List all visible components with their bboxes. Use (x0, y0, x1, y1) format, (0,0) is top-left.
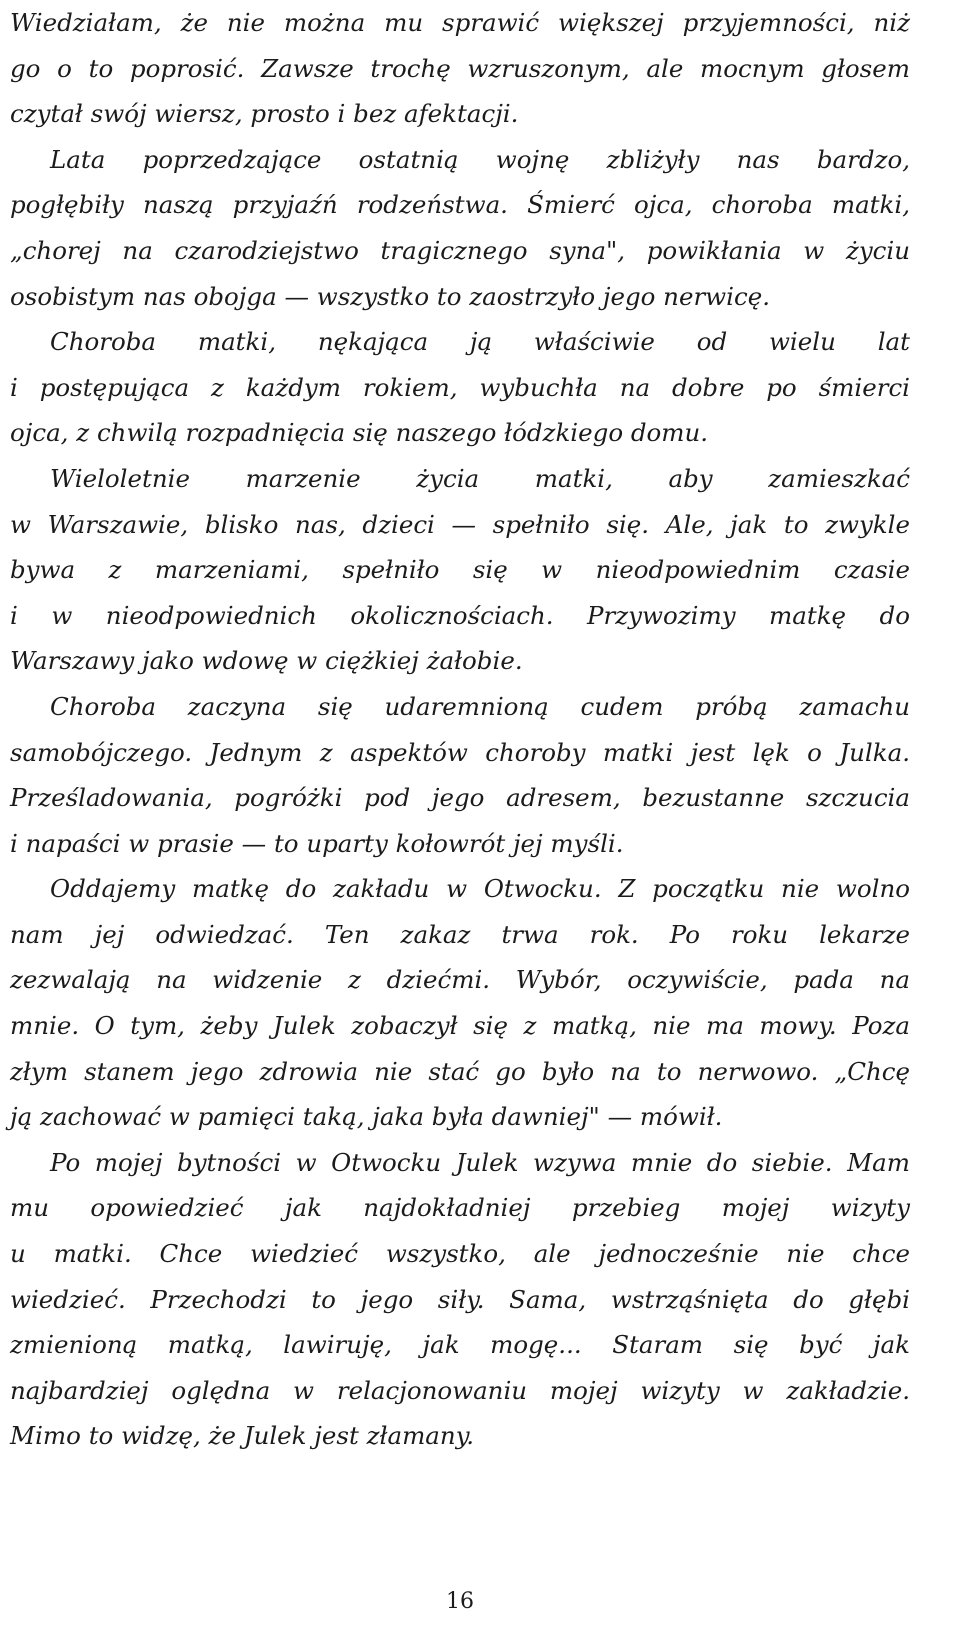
text-line: i w nieodpowiednich okolicznościach. Przywozimy matkę do (10, 600, 910, 630)
text-line: osobistym nas obojga — wszystko to zaostrzyło jego nerwicę. (10, 281, 770, 311)
text-line: i postępująca z każdym rokiem, wybuchła na dobre po śmierci (10, 372, 910, 402)
text-line: zezwalają na widzenie z dziećmi. Wybór, oczywiście, pada na (10, 965, 910, 995)
text-line: zmienioną matką, lawiruję, jak mogę... Staram się być jak (10, 1330, 910, 1360)
text-line: i napaści w prasie — to uparty kołowrót jej myśli. (10, 828, 624, 858)
text-line: złym stanem jego zdrowia nie stać go było na to nerwowo. „Chcę (10, 1056, 910, 1086)
text-line: Lata poprzedzające ostatnią wojnę zbliżyły nas bardzo, (50, 144, 910, 174)
text-line: go o to poprosić. Zawsze trochę wzruszonym, ale mocnym głosem (10, 53, 910, 83)
text-line: Oddajemy matkę do zakładu w Otwocku. Z początku nie wolno (50, 874, 910, 904)
text-line: w Warszawie, blisko nas, dzieci — spełniło się. Ale, jak to zwykle (10, 509, 910, 539)
text-line: ojca, z chwilą rozpadnięcia się naszego łódzkiego domu. (10, 418, 709, 448)
text-line: bywa z marzeniami, spełniło się w nieodpowiednim czasie (10, 555, 910, 585)
text-line: Warszawy jako wdowę w ciężkiej żałobie. (10, 646, 523, 676)
text-line: ją zachować w pamięci taką, jaka była dawniej" — mówił. (10, 1102, 723, 1132)
body-text (10, 0, 910, 1459)
text-line: Prześladowania, pogróżki pod jego adresem, bezustanne szczucia (10, 783, 910, 813)
text-line: Po mojej bytności w Otwocku Julek wzywa mnie do siebie. Mam (50, 1147, 910, 1177)
text-line: „chorej na czarodziejstwo tragicznego syna", powikłania w życiu (10, 235, 910, 265)
text-line: mnie. O tym, żeby Julek zobaczył się z matką, nie ma mowy. Poza (10, 1011, 910, 1041)
text-line: najbardziej oględna w relacjonowaniu mojej wizyty w zakładzie. (10, 1375, 910, 1405)
page-number: 16 (446, 1589, 474, 1614)
text-line: wiedzieć. Przechodzi to jego siły. Sama, wstrząśnięta do głębi (10, 1284, 910, 1314)
text-line: Choroba zaczyna się udaremnioną cudem próbą zamachu (50, 691, 910, 721)
text-line: Mimo to widzę, że Julek jest złamany. (10, 1421, 475, 1451)
text-line: Wiedziałam, że nie można mu sprawić większej przyjemności, niż (10, 8, 910, 37)
text-line: Choroba matki, nękająca ją właściwie od wielu lat (50, 327, 910, 357)
text-line: mu opowiedzieć jak najdokładniej przebieg mojej wizyty (10, 1193, 910, 1223)
text-line: pogłębiły naszą przyjaźń rodzeństwa. Śmierć ojca, choroba matki, (10, 190, 910, 220)
text-line: samobójczego. Jednym z aspektów choroby matki jest lęk o Julka. (10, 737, 910, 767)
text-line: czytał swój wiersz, prosto i bez afektacji. (10, 99, 519, 129)
text-line: u matki. Chce wiedzieć wszystko, ale jednocześnie nie chce (10, 1239, 910, 1269)
text-line: Wieloletnie marzenie życia matki, aby zamieszkać (50, 463, 910, 493)
text-line: nam jej odwiedzać. Ten zakaz trwa rok. Po roku lekarze (10, 919, 910, 949)
